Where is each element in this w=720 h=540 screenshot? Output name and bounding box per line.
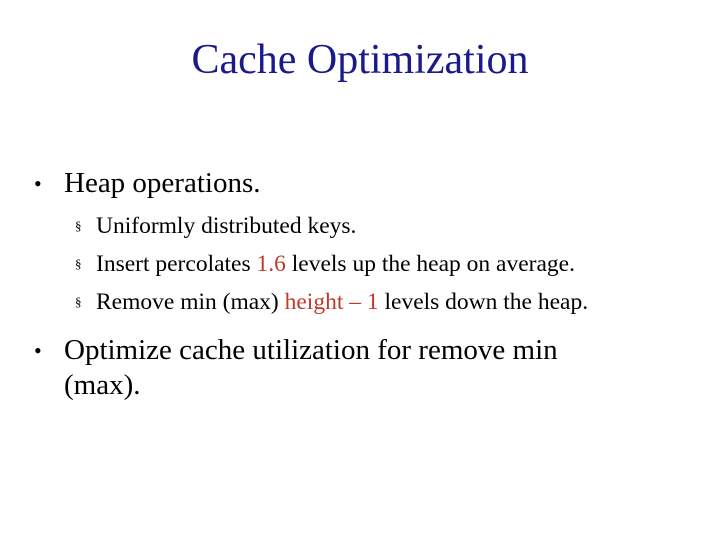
bullet-optimize-cache (34, 333, 634, 403)
bullet-heap-operations (34, 166, 674, 201)
sub-bullet-remove-min (75, 288, 588, 316)
sub-bullet-icon: § (75, 256, 82, 271)
highlight-value: 1.6 (256, 251, 286, 277)
bullet-dot-icon: • (34, 338, 42, 363)
highlight-value: height – 1 (284, 289, 379, 315)
sub-bullet-icon: § (75, 294, 82, 309)
sub-bullet-insert-percolates (75, 250, 575, 278)
sub-bullet-text-after: levels up the heap on average. (285, 251, 575, 277)
sub-bullet-text-before: Remove min (max) (96, 289, 285, 315)
sub-bullet-text-after: levels down the heap. (378, 289, 589, 315)
sub-bullet-icon: § (75, 218, 82, 233)
slide-title: Cache Optimization (191, 37, 529, 83)
bullet-dot-icon: • (34, 171, 42, 196)
sub-bullet-text-before: Insert percolates (96, 251, 257, 277)
bullet-text: Heap operations. (64, 167, 261, 199)
sub-bullet-uniform-keys (75, 212, 356, 240)
bullet-text: Optimize cache utilization for remove min (max). (64, 334, 558, 401)
sub-bullet-text: Uniformly distributed keys. (96, 213, 357, 239)
